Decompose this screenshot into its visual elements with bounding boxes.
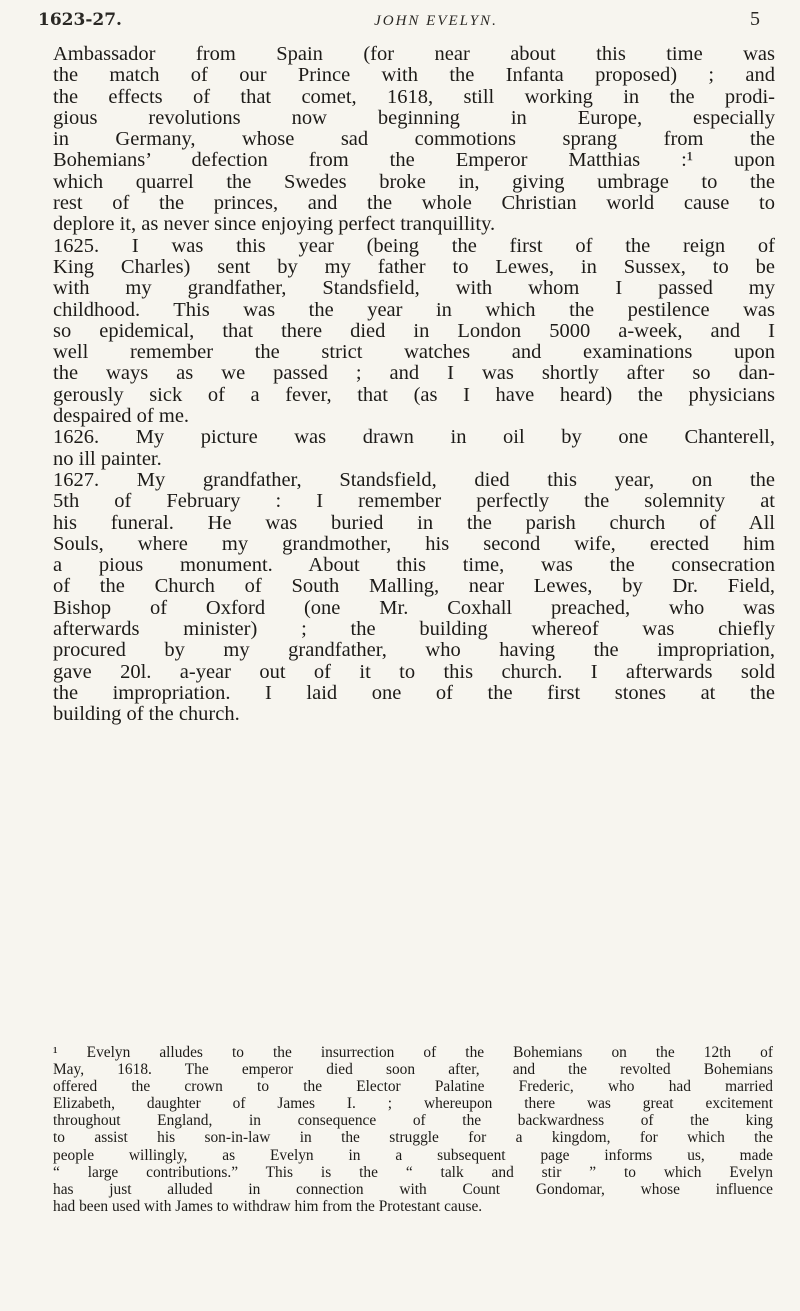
text-line: of the Church of South Malling, near Lewes, by Dr. Field, bbox=[53, 576, 775, 598]
text-line: childhood. This was the year in which the pestilence was bbox=[53, 299, 775, 321]
text-line: 1626. My picture was drawn in oil by one Chanterell, bbox=[53, 427, 775, 449]
footnote-line: May, 1618. The emperor died soon after, and the revolted Bohemians bbox=[53, 1061, 773, 1079]
footnote-line: has just alluded in connection with Count Gondomar, whose influence bbox=[53, 1180, 773, 1198]
running-head-title: JOHN EVELYN. bbox=[374, 13, 498, 29]
text-line: rest of the princes, and the whole Christian world cause to bbox=[53, 193, 775, 215]
footnote-line: offered the crown to the Elector Palatine Frederic, who had married bbox=[53, 1078, 773, 1096]
footnote-line: Elizabeth, daughter of James I. ; whereupon there was great excitement bbox=[53, 1095, 773, 1113]
text-line: Bohemians’ defection from the Emperor Matthias :¹ upon bbox=[53, 150, 775, 172]
footnote bbox=[53, 1044, 773, 1215]
text-line: the ways as we passed ; and I was shortly after so dan- bbox=[53, 363, 775, 385]
main-text bbox=[53, 44, 775, 726]
text-line: well remember the strict watches and examinations upon bbox=[53, 342, 775, 364]
running-head-years: 1623-27. bbox=[38, 10, 122, 30]
text-line: deplore it, as never since enjoying perfect tranquillity. bbox=[53, 214, 496, 236]
running-head bbox=[38, 8, 760, 34]
text-line: Souls, where my grandmother, his second wife, erected him bbox=[53, 533, 775, 555]
text-line: gious revolutions now beginning in Europe, especially bbox=[53, 107, 775, 129]
text-line: his funeral. He was buried in the parish church of All bbox=[53, 512, 775, 534]
footnote-line: to assist his son-in-law in the struggle for a kingdom, for which the bbox=[53, 1129, 773, 1147]
text-line: so epidemical, that there died in London 5000 a-week, and I bbox=[53, 320, 775, 342]
footnote-line: people willingly, as Evelyn in a subsequent page informs us, made bbox=[53, 1146, 773, 1164]
text-line: afterwards minister) ; the building whereof was chiefly bbox=[53, 619, 775, 641]
footnote-line: had been used with James to withdraw him from the Protestant cause. bbox=[53, 1197, 483, 1215]
text-line: the impropriation. I laid one of the first stones at the bbox=[53, 682, 775, 704]
footnote-line: “ large contributions.” This is the “ talk and stir ” to which Evelyn bbox=[53, 1163, 773, 1181]
text-line: the effects of that comet, 1618, still working in the prodi- bbox=[53, 86, 775, 108]
text-line: Ambassador from Spain (for near about this time was bbox=[53, 44, 775, 65]
text-line: 5th of February : I remember perfectly the solemnity at bbox=[53, 491, 775, 513]
page-number: 5 bbox=[749, 8, 760, 30]
text-line: Bishop of Oxford (one Mr. Coxhall preached, who was bbox=[53, 597, 775, 619]
footnote-line: ¹ Evelyn alludes to the insurrection of the Bohemians on the 12th of bbox=[53, 1044, 773, 1061]
text-line: King Charles) sent by my father to Lewes, in Sussex, to be bbox=[53, 256, 775, 278]
text-line: no ill painter. bbox=[53, 448, 162, 470]
text-line: with my grandfather, Standsfield, with whom I passed my bbox=[53, 278, 775, 300]
text-line: 1625. I was this year (being the first of the reign of bbox=[53, 235, 775, 257]
text-line: despaired of me. bbox=[53, 406, 190, 428]
text-line: a pious monument. About this time, was the consecration bbox=[53, 555, 775, 577]
text-line: building of the church. bbox=[53, 704, 240, 726]
footnote-line: throughout England, in consequence of the backwardness of the king bbox=[53, 1112, 773, 1130]
text-line: gerously sick of a fever, that (as I have heard) the physicians bbox=[53, 384, 775, 406]
text-line: gave 20l. a-year out of it to this church. I afterwards sold bbox=[53, 661, 775, 683]
text-line: the match of our Prince with the Infanta proposed) ; and bbox=[53, 65, 775, 87]
text-line: 1627. My grandfather, Standsfield, died this year, on the bbox=[53, 469, 775, 491]
text-line: which quarrel the Swedes broke in, giving umbrage to the bbox=[53, 171, 775, 193]
text-line: in Germany, whose sad commotions sprang from the bbox=[53, 129, 775, 151]
text-line: procured by my grandfather, who having the impropriation, bbox=[53, 640, 775, 662]
